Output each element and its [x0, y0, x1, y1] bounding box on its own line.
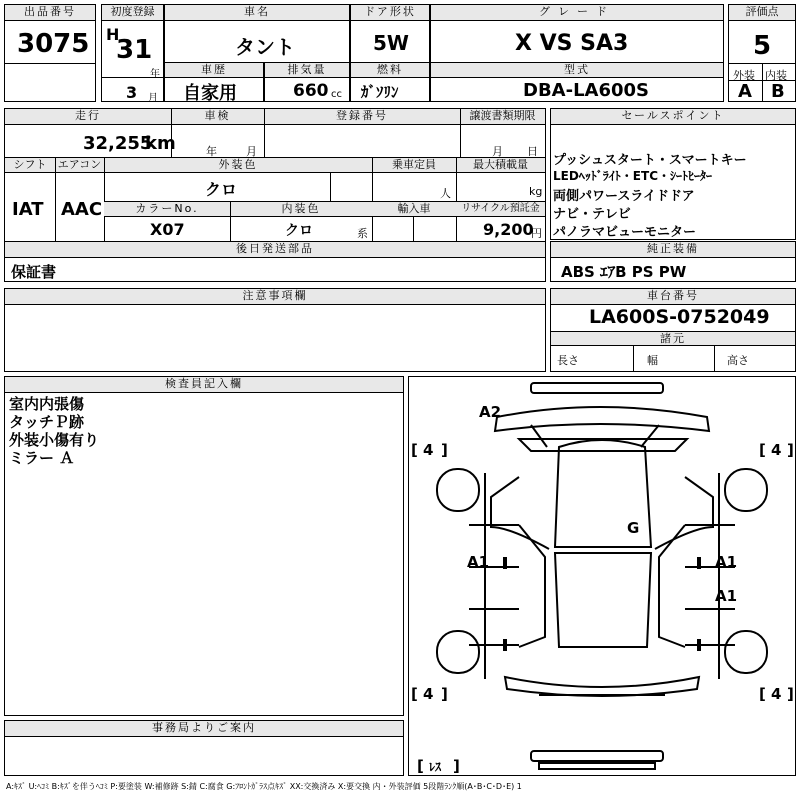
car-name-box [164, 4, 350, 64]
svg-text:]: ] [453, 757, 460, 775]
legend: A:ｷｽﾞ U:ﾍｺﾐ B:ｷｽﾞを伴うﾍｺﾐ P:要塗装 W:補修跡 S:錆 C:腐食 G:ﾌﾛﾝﾄｶﾞﾗｽ点ｷｽﾞ XX:交換済み X:要交換 内・外装評価 5段階ﾗﾝｸ順(A･B･C･D･E) 1 [6, 782, 522, 791]
mark-right-rear-door: A1 [715, 587, 738, 605]
color-label: 外装色 [104, 158, 372, 173]
displacement: 660 [293, 81, 329, 101]
displacement-unit: cc [331, 89, 342, 100]
grade: X VS SA3 [515, 31, 629, 56]
interior-grade: B [771, 81, 785, 102]
era: H [106, 25, 120, 44]
mark-front: A2 [479, 403, 502, 421]
inspection-month-unit: 月 [246, 145, 257, 158]
tire-front-right: 4 [771, 441, 782, 459]
model-label: 型式 [431, 63, 723, 78]
car-diagram [408, 376, 796, 776]
chassis-box [550, 288, 796, 372]
exterior-label: 外装 [733, 69, 755, 82]
history: 自家用 [183, 83, 237, 104]
first-registration-label: 初度登録 [102, 5, 163, 21]
score-label: 評価点 [729, 5, 795, 21]
equipment-box [550, 241, 796, 282]
svg-text:[: [ [411, 685, 418, 703]
door-type-box [350, 4, 430, 64]
month-unit: 月 [148, 93, 158, 104]
score: 5 [753, 31, 772, 61]
notes-box [4, 288, 546, 372]
details-block [4, 108, 546, 282]
load-unit: kg [529, 185, 543, 198]
inspector-label: 検査員記入欄 [5, 377, 403, 393]
mileage-label: 走行 [5, 109, 171, 125]
grade-box [430, 4, 724, 64]
recycle-fee: 9,200 [483, 220, 534, 239]
height-label: 高さ [727, 354, 749, 367]
svg-text:[: [ [417, 757, 424, 775]
registration-month: 3 [126, 83, 138, 102]
svg-text:[: [ [759, 441, 766, 459]
shift: IAT [12, 199, 44, 220]
interior-color-label: 内装色 [230, 202, 372, 217]
exterior-grade: A [738, 81, 752, 102]
registration-year: 31 [116, 35, 153, 65]
score-box [728, 4, 796, 102]
sales-point-2: LEDﾍｯﾄﾞﾗｲﾄ・ETC・ｼｰﾄﾋｰﾀｰ [553, 169, 712, 183]
history-label: 車歴 [165, 63, 263, 78]
mark-roof: G [627, 519, 640, 537]
inspector-line-4: ミラー Ａ [9, 449, 75, 467]
tire-rear-right: 4 [771, 685, 782, 703]
later-items: 保証書 [11, 263, 57, 281]
load-label: 最大積載量 [456, 158, 545, 173]
fuel-box [350, 62, 430, 102]
sales-point-3: 両側パワースライドドア [553, 189, 695, 204]
transfer-day-unit: 日 [527, 145, 538, 158]
car-outline [409, 377, 795, 775]
year-unit: 年 [150, 69, 160, 80]
model: DBA-LA600S [523, 80, 649, 101]
recycle-unit: 円 [531, 227, 542, 240]
mileage: 32,255 [83, 133, 153, 154]
later-items-label: 後日発送部品 [5, 242, 545, 258]
length-label: 長さ [557, 354, 579, 367]
sales-points-box [550, 108, 796, 240]
door-type-label: ドア形状 [351, 5, 429, 21]
lot-number-label: 出品番号 [5, 5, 95, 21]
svg-text:[: [ [411, 441, 418, 459]
history-box [164, 62, 264, 102]
svg-text:]: ] [787, 441, 794, 459]
sales-point-1: プッシュスタート・スマートキー [553, 153, 747, 168]
registration-label: 登録番号 [264, 109, 460, 125]
interior-color: クロ [285, 223, 313, 239]
spare-tire: ﾚｽ [429, 760, 442, 774]
sales-point-4: ナビ・テレビ [553, 207, 631, 222]
inspector-line-3: 外装小傷有り [9, 431, 100, 449]
door-type: 5W [373, 31, 409, 55]
displacement-box [264, 62, 350, 102]
notes-label: 注意事項欄 [5, 289, 545, 305]
capacity-unit: 人 [440, 187, 451, 200]
ac-label: エアコン [55, 158, 104, 173]
tire-rear-left: 4 [423, 685, 434, 703]
equipment-label: 純正装備 [551, 242, 795, 258]
chassis-number: LA600S-0752049 [589, 306, 770, 328]
transfer-month-unit: 月 [492, 145, 503, 158]
mark-right-front-door: A1 [715, 553, 738, 571]
color-no-label: カラーNo. [104, 202, 230, 217]
capacity-label: 乗車定員 [372, 158, 456, 173]
equipment: ABS ｴｱB PS PW [561, 263, 687, 281]
color-no: X07 [150, 220, 185, 239]
fuel: ｶﾞｿﾘﾝ [361, 83, 399, 101]
import-label: 輸入車 [372, 202, 456, 217]
mark-left-door: A1 [467, 553, 490, 571]
mileage-unit: km [145, 133, 176, 154]
lot-number-box [4, 4, 96, 102]
office-label: 事務局よりご案内 [5, 721, 403, 737]
sales-points-label: セールスポイント [551, 109, 795, 125]
car-name: タント [235, 35, 295, 59]
width-label: 幅 [647, 354, 658, 367]
dims-label: 諸元 [551, 331, 795, 346]
interior-label: 内装 [765, 69, 787, 82]
inspection-year-unit: 年 [206, 145, 217, 158]
displacement-label: 排気量 [265, 63, 349, 78]
sales-point-5: パノラマビューモニター [553, 225, 697, 240]
svg-text:]: ] [441, 685, 448, 703]
tire-front-left: 4 [423, 441, 434, 459]
shift-label: シフト [5, 158, 55, 173]
chassis-label: 車台番号 [551, 289, 795, 305]
exterior-color: クロ [205, 180, 238, 199]
fuel-label: 燃料 [351, 63, 429, 78]
transfer-label: 譲渡書類期限 [460, 109, 545, 125]
model-box [430, 62, 724, 102]
recycle-label: リサイクル預託金 [456, 202, 545, 217]
svg-text:]: ] [441, 441, 448, 459]
inspection-label: 車検 [171, 109, 264, 125]
inspector-line-2: タッチＰ跡 [9, 413, 85, 431]
interior-color-suffix: 系 [357, 227, 368, 240]
svg-text:]: ] [787, 685, 794, 703]
ac: AAC [61, 199, 103, 220]
inspector-line-1: 室内内張傷 [9, 395, 85, 413]
first-registration-box [101, 4, 164, 102]
grade-label: グレード [431, 5, 723, 21]
svg-text:[: [ [759, 685, 766, 703]
lot-number: 3075 [17, 29, 90, 59]
car-name-label: 車名 [165, 5, 349, 21]
inspector-box [4, 376, 404, 716]
office-box [4, 720, 404, 776]
